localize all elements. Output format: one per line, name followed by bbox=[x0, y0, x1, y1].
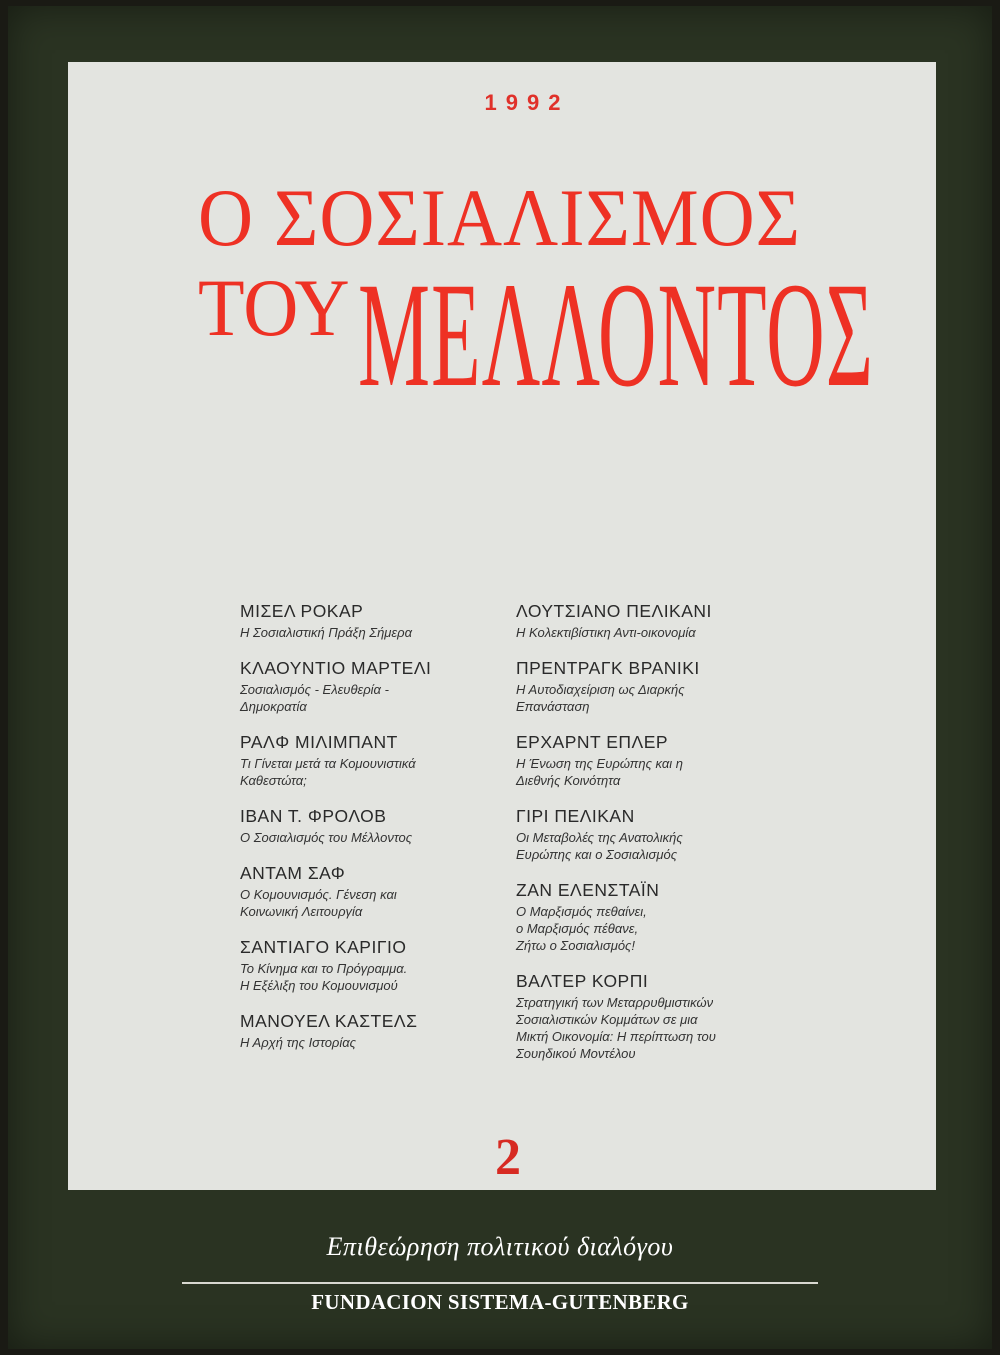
entry-title-line: Ζήτω ο Σοσιαλισμός! bbox=[516, 938, 635, 953]
entry-title bbox=[240, 829, 530, 846]
entry-title bbox=[516, 624, 806, 641]
contents-entry bbox=[516, 600, 806, 641]
contents-entry bbox=[240, 600, 530, 641]
title-line-2-large: ΜΕΛΛΟΝΤΟΣ bbox=[358, 252, 875, 418]
entry-title-line: Η Ένωση της Ευρώπης και η bbox=[516, 756, 683, 771]
entry-author: ΜΑΝΟΥΕΛ ΚΑΣΤΕΛΣ bbox=[240, 1011, 418, 1031]
entry-author: ΓΙΡΙ ΠΕΛΙΚΑΝ bbox=[516, 806, 635, 826]
entry-title-line: Διεθνής Κοινότητα bbox=[516, 773, 621, 788]
entry-title bbox=[516, 829, 806, 863]
contents-entry bbox=[240, 657, 530, 715]
entry-title-line: Καθεστώτα; bbox=[240, 773, 307, 788]
divider-rule bbox=[182, 1282, 818, 1284]
contents-right-column bbox=[516, 600, 806, 1078]
entry-title-line: Το Κίνημα και το Πρόγραμμα. bbox=[240, 961, 408, 976]
contents-entry bbox=[240, 805, 530, 846]
entry-author: ΡΑΛΦ ΜΙΛΙΜΠΑΝΤ bbox=[240, 732, 398, 752]
entry-author: ΜΙΣΕΛ ΡΟΚΑΡ bbox=[240, 601, 364, 621]
entry-title bbox=[240, 624, 530, 641]
entry-title-line: Μικτή Οικονομία: Η περίπτωση του bbox=[516, 1029, 716, 1044]
entry-title bbox=[240, 755, 530, 789]
entry-title bbox=[240, 681, 530, 715]
contents-entry bbox=[516, 805, 806, 863]
entry-author: ΛΟΥΤΣΙΑΝΟ ΠΕΛΙΚΑΝΙ bbox=[516, 601, 712, 621]
entry-author: ΙΒΑΝ Τ. ΦΡΟΛΟΒ bbox=[240, 806, 387, 826]
entry-author: ΠΡΕΝΤΡΑΓΚ ΒΡΑΝΙΚΙ bbox=[516, 658, 700, 678]
entry-author: ΖΑΝ ΕΛΕΝΣΤΑΪΝ bbox=[516, 880, 660, 900]
entry-title-line: Επανάσταση bbox=[516, 699, 590, 714]
entry-title-line: Ο Κομουνισμός. Γένεση και bbox=[240, 887, 397, 902]
entry-title-line: Η Αυτοδιαχείριση ως Διαρκής bbox=[516, 682, 685, 697]
entry-title-line: Σοσιαλισμός - Ελευθερία - bbox=[240, 682, 389, 697]
title-line-1: Ο ΣΟΣΙΑΛΙΣΜΟΣ bbox=[198, 172, 801, 263]
contents-entry bbox=[516, 970, 806, 1062]
contents-entry bbox=[516, 879, 806, 954]
publisher: FUNDACION SISTEMA-GUTENBERG bbox=[311, 1290, 689, 1314]
entry-title bbox=[240, 886, 530, 920]
contents-entry bbox=[240, 936, 530, 994]
entry-title-line: Σουηδικού Μοντέλου bbox=[516, 1046, 636, 1061]
entry-title-line: Στρατηγική των Μεταρρυθμιστικών bbox=[516, 995, 714, 1010]
entry-title-line: Οι Μεταβολές της Ανατολικής bbox=[516, 830, 683, 845]
entry-title-line: Ο Μαρξισμός πεθαίνει, bbox=[516, 904, 647, 919]
entry-title-line: Η Αρχή της Ιστορίας bbox=[240, 1035, 357, 1050]
entry-title bbox=[240, 1034, 530, 1051]
contents-entry bbox=[240, 1010, 530, 1051]
entry-title-line: Ευρώπης και ο Σοσιαλισμός bbox=[516, 847, 678, 862]
entry-title-line: Κοινωνική Λειτουργία bbox=[240, 904, 363, 919]
contents-entry bbox=[516, 731, 806, 789]
entry-title-line: Τι Γίνεται μετά τα Κομουνιστικά bbox=[240, 756, 416, 771]
entry-title-line: Ο Σοσιαλισμός του Μέλλοντος bbox=[240, 830, 413, 845]
contents-entry bbox=[240, 862, 530, 920]
contents-left-column bbox=[240, 600, 530, 1067]
entry-title-line: Η Εξέλιξη του Κομουνισμού bbox=[240, 978, 398, 993]
contents-entry bbox=[240, 731, 530, 789]
entry-title bbox=[516, 994, 806, 1062]
entry-title bbox=[516, 755, 806, 789]
contents-entry bbox=[516, 657, 806, 715]
year: 1992 bbox=[484, 90, 570, 115]
entry-title-line: Δημοκρατία bbox=[240, 699, 307, 714]
title-line-2-small: ΤΟΥ bbox=[198, 262, 350, 353]
entry-title-line: ο Μαρξισμός πέθανε, bbox=[516, 921, 639, 936]
issue-number: 2 bbox=[495, 1129, 521, 1186]
book-cover bbox=[8, 6, 992, 1349]
entry-author: ΕΡΧΑΡΝΤ ΕΠΛΕΡ bbox=[516, 732, 669, 752]
entry-title-line: Η Κολεκτιβίστικη Αντι-οικονομία bbox=[516, 625, 696, 640]
entry-title bbox=[516, 903, 806, 954]
cover-panel bbox=[68, 62, 936, 1190]
entry-title-line: Σοσιαλιστικών Κομμάτων σε μια bbox=[516, 1012, 698, 1027]
subtitle: Επιθεώρηση πολιτικού διαλόγου bbox=[326, 1232, 674, 1261]
entry-title bbox=[240, 960, 530, 994]
entry-author: ΣΑΝΤΙΑΓΟ ΚΑΡΙΓΙΟ bbox=[240, 937, 407, 957]
entry-author: ΒΑΛΤΕΡ ΚΟΡΠΙ bbox=[516, 971, 649, 991]
entry-author: ΚΛΑΟΥΝΤΙΟ ΜΑΡΤΕΛΙ bbox=[240, 658, 432, 678]
entry-title bbox=[516, 681, 806, 715]
entry-author: ΑΝΤΑΜ ΣΑΦ bbox=[240, 863, 346, 883]
entry-title-line: Η Σοσιαλιστική Πράξη Σήμερα bbox=[240, 625, 412, 640]
